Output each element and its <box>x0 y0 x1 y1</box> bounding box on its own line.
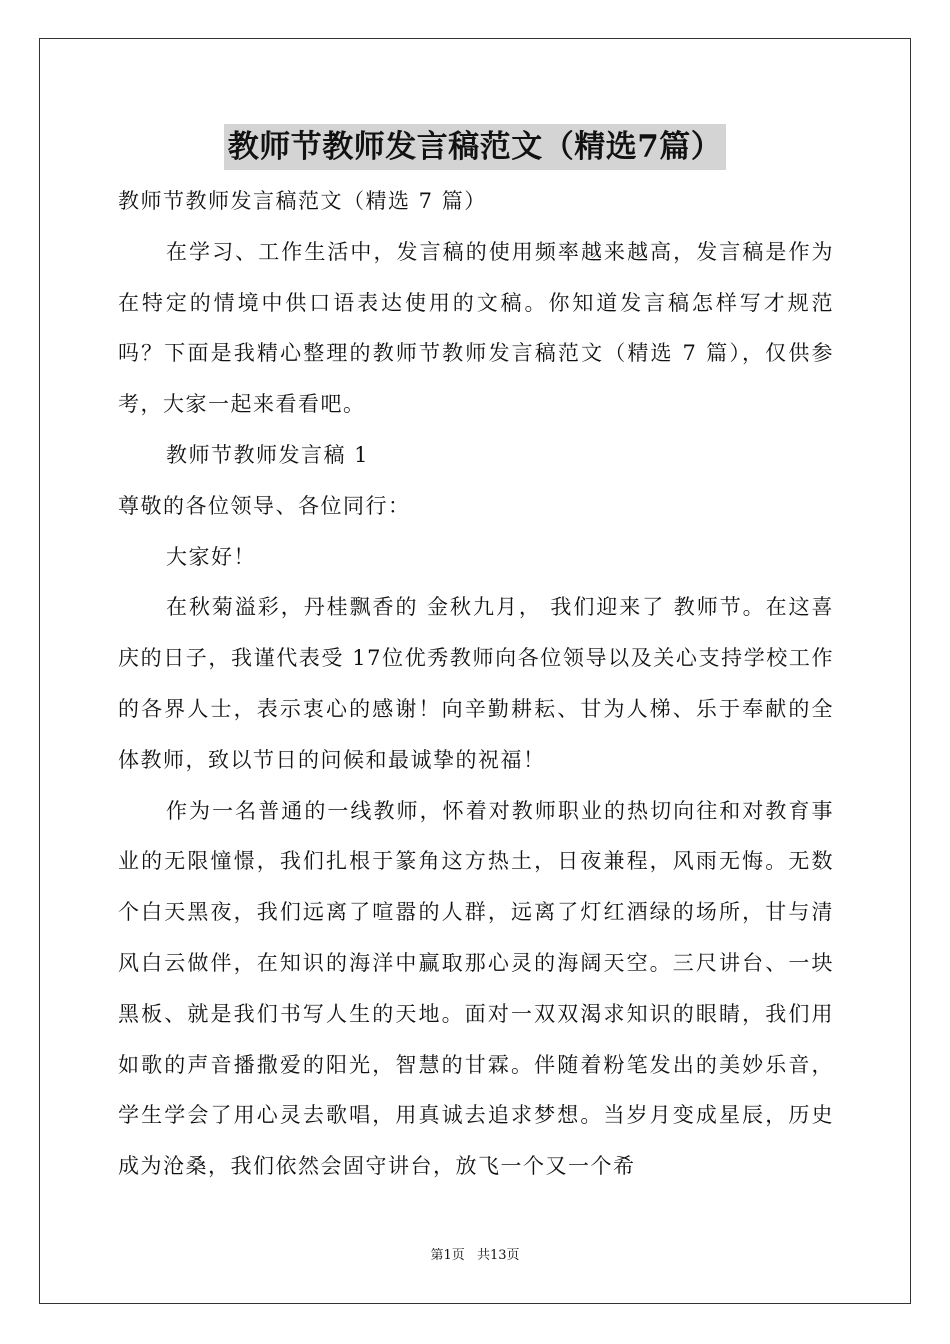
document-title: 教师节教师发言稿范文（精选7篇） <box>224 124 727 170</box>
page-number: 第1页 <box>430 1248 465 1263</box>
paragraph-intro: 在学习、工作生活中，发言稿的使用频率越来越高，发言稿是作为在特定的情境中供口语表达使用的文稿。你知道发言稿怎样写才规范吗？下面是我精心整理的教师节教师发言稿范文（精选 7 篇），仅供参考，大家一起来看看吧。 <box>118 239 834 417</box>
paragraph-body: 在秋菊溢彩，丹桂飘香的 金秋九月， 我们迎来了 教师节。在这喜庆的日子，我谨代表受 17位优秀教师向各位领导以及关心支持学校工作的各界人士，表示衷心的感谢！向辛勤耕耘、甘为人梯、乐于奉献的全体教师，致以节日的问候和最诚挚的祝福！ <box>118 595 834 772</box>
paragraph-salutation: 尊敬的各位领导、各位同行： <box>118 493 411 518</box>
section-heading: 教师节教师发言稿 1 <box>166 442 370 467</box>
document-body <box>118 176 834 1192</box>
paragraph-greeting: 大家好！ <box>166 544 256 569</box>
page-footer <box>0 1246 950 1266</box>
paragraph-body: 作为一名普通的一线教师，怀着对教师职业的热切向往和对教育事业的无限憧憬，我们扎根于篆角这方热土，日夜兼程，风雨无悔。无数个白天黑夜，我们远离了喧嚣的人群，远离了灯红酒绿的场所，甘与清风白云做伴，在知识的海洋中赢取那心灵的海阔天空。三尺讲台、一块黑板、就是我们书写人生的天地。面对一双双渴求知识的眼睛，我们用如歌的声音播撒爱的阳光，智慧的甘霖。伴随着粉笔发出的美妙乐音，学生学会了用心灵去歌唱，用真诚去追求梦想。当岁月变成星辰，历史成为沧桑，我们依然会固守讲台，放飞一个又一个希 <box>118 798 834 1179</box>
paragraph-subtitle: 教师节教师发言稿范文（精选 7 篇） <box>118 189 487 213</box>
page-total: 共13页 <box>476 1248 520 1263</box>
title-block <box>0 124 950 170</box>
